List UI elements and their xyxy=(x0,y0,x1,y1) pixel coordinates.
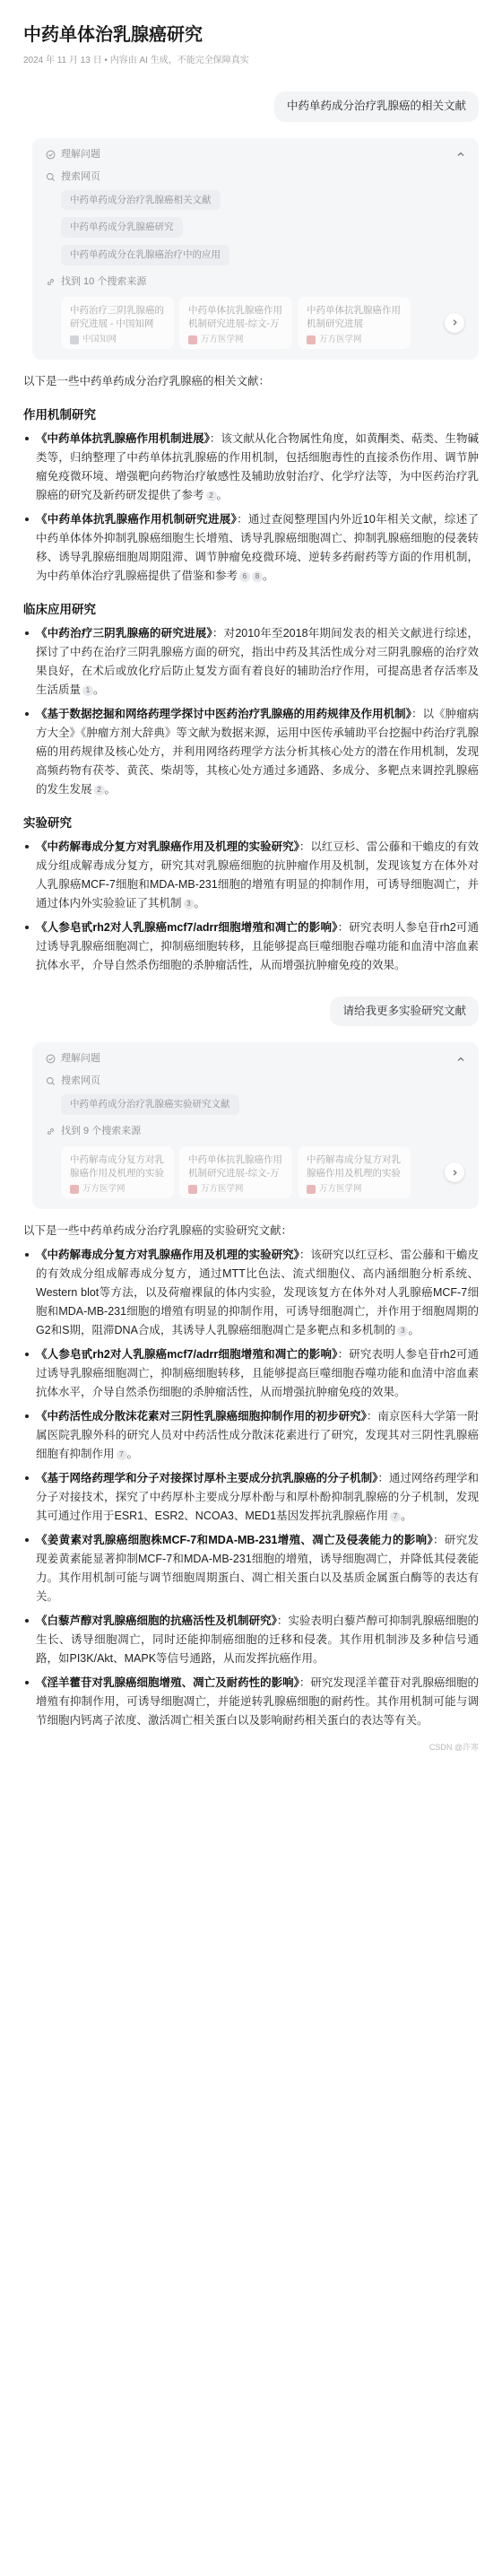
item-title: 《中药单体抗乳腺癌作用机制进展》 xyxy=(36,431,210,445)
link-icon xyxy=(45,276,56,287)
source-card[interactable] xyxy=(298,297,411,349)
item-title: 《人参皂甙rh2对人乳腺癌mcf7/adrr细胞增殖和凋亡的影响》 xyxy=(36,1348,338,1362)
chevron-up-icon[interactable] xyxy=(455,149,466,160)
item-text: ：通过查阅整理国内外近10年相关文献，综述了中药单体体外抑制乳腺癌细胞生长增殖、诱导乳腺癌细胞凋亡、抑制乳腺癌细胞的侵袭转移、诱导乳腺癌细胞周期阻滞、调节肿瘤免疫微环境、逆转多药耐药等方面的作用机制，为中药单体治疗乳腺癌提供了借鉴和参考 xyxy=(36,512,479,582)
source-card[interactable] xyxy=(298,1146,411,1198)
citation-badge[interactable]: 3 xyxy=(397,1326,408,1336)
search-card-header-label: 理解问题 xyxy=(61,148,100,160)
item-text: ：以《肿瘤病方大全》《肿瘤方剂大辞典》等文献为数据来源，运用中医传承辅助平台挖掘中药治疗乳腺癌的用药规律及核心处方，并利用网络药理学方法分析其核心处方的潜在作用机制，发现高频药物有茯苓、黄芪、柴胡等，其核心处方通过多通路、多成分、多靶点来调控乳腺癌的发生发展 xyxy=(36,707,479,796)
item-title: 《中药解毒成分复方对乳腺癌作用及机理的实验研究》 xyxy=(36,1249,299,1262)
item-text: ：对2010年至2018年期间发表的相关文献进行综述，探讨了中药在治疗三阴乳腺癌方面的研究，指出中药及其活性成分对三阴乳腺癌的治疗效果良好，在术后或放化疗后防止复发方面有着良好的辅助治疗作用，可提高患者存活率及生活质量 xyxy=(36,626,479,696)
source-title: 中药解毒成分复方对乳腺癌作用及机理的实验 xyxy=(70,1154,164,1179)
citation-badge[interactable]: 7 xyxy=(117,1449,127,1460)
item-title: 《基于网络药理学和分子对接探讨厚朴主要成分抗乳腺癌的分子机制》 xyxy=(36,1472,378,1485)
source-title: 中药治疗三阴乳腺癌的研究进展 - 中国知网 xyxy=(70,304,164,330)
section-heading: 实验研究 xyxy=(23,815,72,830)
search-process-card xyxy=(32,1042,479,1209)
search-card-header[interactable] xyxy=(45,149,466,161)
search-queries xyxy=(45,1087,466,1115)
search-web-row xyxy=(45,171,466,183)
item-title: 《姜黄素对乳腺癌细胞株MCF-7和MDA-MB-231增殖、凋亡及侵袭能力的影响》 xyxy=(36,1534,434,1547)
item-title: 《基于数据挖掘和网络药理学探讨中医药治疗乳腺癌的用药规律及作用机制》 xyxy=(36,707,411,720)
source-site xyxy=(307,335,402,344)
answer-intro: 以下是一些中药单药成分治疗乳腺癌的相关文献： xyxy=(23,374,271,387)
source-site-name: 万方医学网 xyxy=(82,1184,126,1195)
citation-badge[interactable]: 3 xyxy=(184,899,195,909)
literature-item: 《中药活性成分散沫花素对三阴性乳腺癌细胞抑制作用的初步研究》：南京医科大学第一附属医院乳腺外科的研究人员对中药活性成分散沫花素进行了研究，发现其对三阴性乳腺癌细胞有抑制作用 7 。 xyxy=(23,1407,479,1464)
item-text: ：该研究以红豆杉、雷公藤和干蟾皮的有效成分组成解毒成分复方，通过MTT比色法、流式细胞仪、高内涵细胞分析系统、Western blot等方法，以及荷瘤裸鼠的体内实验，发现该复方在体外对人乳腺癌MCF-7细胞和MDA-MB-231细胞的增殖有明显的抑制作用，可诱导细胞凋亡，并作用于细胞周期的G2和S期，阻滞DNA合成，其诱导人乳腺癌细胞凋亡是多靶点和多机制的 xyxy=(36,1249,479,1337)
search-icon xyxy=(45,1076,56,1087)
search-web-label: 搜索网页 xyxy=(61,1075,100,1087)
page-title: 中药单体治乳腺癌研究 xyxy=(23,25,203,45)
item-text: ：该文献从化合物属性角度，如黄酮类、萜类、生物碱类等，归纳整理了中药单体抗乳腺癌的作用机制，包括细胞毒性的直接杀伤作用、调节肿瘤免疫微环境、增强靶向药物治疗敏感性及辅助放射治疗、化学疗法等，为中医药治疗乳腺癌的研究及新药研发提供了参考 xyxy=(36,431,479,501)
literature-item xyxy=(23,1531,479,1606)
source-site xyxy=(70,335,165,344)
source-site xyxy=(188,335,283,344)
link-icon xyxy=(45,1127,56,1137)
source-site-name: 中国知网 xyxy=(82,334,117,344)
item-title: 《淫羊藿苷对乳腺癌细胞增殖、凋亡及耐药性的影响》 xyxy=(36,1676,299,1690)
answer-intro: 以下是一些中药单药成分治疗乳腺癌的实验研究文献： xyxy=(23,1224,293,1238)
source-site xyxy=(307,1184,402,1194)
search-query-chip: 中药单药成分在乳腺癌治疗中的应用 xyxy=(61,245,229,265)
literature-list xyxy=(23,838,479,975)
source-site xyxy=(188,1184,283,1194)
next-sources-button[interactable] xyxy=(445,313,464,333)
understand-icon xyxy=(45,149,56,160)
sources-found-row xyxy=(45,276,466,288)
literature-item: 《基于网络药理学和分子对接探讨厚朴主要成分抗乳腺癌的分子机制》：通过网络药理学和分子对接技术，探究了中药厚朴主要成分厚朴酚与和厚朴酚抑制乳腺癌的分子机制，发现其可通过作用于ESR1、ESR2、NCOA3、MED1基因发挥抗乳腺癌作用 7 。 xyxy=(23,1469,479,1526)
item-text: ：研究发现淫羊藿苷对乳腺癌细胞的增殖有抑制作用，可诱导细胞凋亡，并能逆转乳腺癌细胞的耐药性。其作用机制可能与调节细胞内钙离子浓度、激活凋亡相关蛋白以及影响耐药相关蛋白的表达等有关。 xyxy=(36,1676,479,1727)
site-favicon-icon xyxy=(70,335,79,344)
citation-badge[interactable]: 6 xyxy=(239,571,250,582)
citation-badge[interactable]: 7 xyxy=(390,1511,401,1522)
item-text: ：以红豆杉、雷公藤和干蟾皮的有效成分组成解毒成分复方，研究其对乳腺癌细胞的抗肿瘤作用及机制，发现该复方在体外对人乳腺癌MCF-7细胞和MDA-MB-231细胞的增殖有明显的抑制作用，可诱导细胞凋亡，并通过体内外实验验证了其机制 xyxy=(36,840,479,909)
search-queries xyxy=(45,183,466,265)
literature-item: 《中药解毒成分复方对乳腺癌作用及机理的实验研究》：该研究以红豆杉、雷公藤和干蟾皮的有效成分组成解毒成分复方，通过MTT比色法、流式细胞仪、高内涵细胞分析系统、Western blot等方法，以及荷瘤裸鼠的体内实验，发现该复方在体外对人乳腺癌MCF-7细胞和MDA-MB-231细胞的增殖有明显的抑制作用，可诱导细胞凋亡，并作用于细胞周期的G2和S期，阻滞DNA合成，其诱导人乳腺癌细胞凋亡是多靶点和多机制的 3 。 xyxy=(23,1246,479,1340)
item-text: ：研究发现姜黄素能显著抑制MCF-7和MDA-MB-231细胞的增殖，诱导细胞凋亡，并降低其侵袭能力。其作用机制可能与调节细胞周期蛋白、凋亡相关蛋白以及基质金属蛋白酶等的表达有关。 xyxy=(36,1534,479,1604)
literature-item: 《人参皂甙rh2对人乳腺癌mcf7/adrr细胞增殖和凋亡的影响》：研究表明人参皂苷rh2可通过诱导乳腺癌细胞凋亡，抑制癌细胞转移，且能够提高巨噬细胞吞噬功能和血清中溶血素抗体水平，介导自然杀伤细胞的杀肿瘤活性，从而增强抗肿瘤免疫的效果。 xyxy=(23,1345,479,1402)
understand-icon xyxy=(45,1054,56,1065)
site-favicon-icon xyxy=(70,1185,79,1194)
section-heading: 作用机制研究 xyxy=(23,407,96,422)
search-process-card xyxy=(32,138,479,360)
literature-item: 《基于数据挖掘和网络药理学探讨中医药治疗乳腺癌的用药规律及作用机制》：以《肿瘤病方大全》《肿瘤方剂大辞典》等文献为数据来源，运用中医传承辅助平台挖掘中药治疗乳腺癌的用药规律及核心处方，并利用网络药理学方法分析其核心处方的潜在作用机制，发现高频药物有茯苓、黄芪、柴胡等，其核心处方通过多通路、多成分、多靶点来调控乳腺癌的发生发展 2 。 xyxy=(23,705,479,799)
item-text: ：研究表明人参皂苷rh2可通过诱导乳腺癌细胞凋亡，抑制癌细胞转移，且能够提高巨噬细胞吞噬功能和血清中溶血素抗体水平，介导自然杀伤细胞的杀肿瘤活性，从而增强抗肿瘤免疫的效果 xyxy=(36,1348,479,1399)
item-text: ：南京医科大学第一附属医院乳腺外科的研究人员对中药活性成分散沫花素进行了研究，发现其对三阴性乳腺癌细胞有抑制作用 xyxy=(36,1410,479,1461)
search-card-header-label: 理解问题 xyxy=(61,1053,100,1065)
site-favicon-icon xyxy=(188,1185,197,1194)
site-favicon-icon xyxy=(188,335,197,344)
item-text: ：通过网络药理学和分子对接技术，探究了中药厚朴主要成分厚朴酚与和厚朴酚抑制乳腺癌的分子机制，发现其可通过作用于ESR1、ESR2、NCOA3、MED1基因发挥抗乳腺癌作用 xyxy=(36,1472,479,1523)
item-text: ：研究表明人参皂苷rh2可通过诱导乳腺癌细胞凋亡，抑制癌细胞转移，且能够提高巨噬细胞吞噬功能和血清中溶血素抗体水平，介导自然杀伤细胞的杀肿瘤活性，从而增强抗肿瘤免疫的效果 xyxy=(36,920,479,971)
literature-item: 《中药单体抗乳腺癌作用机制研究进展》：通过查阅整理国内外近10年相关文献，综述了中药单体体外抑制乳腺癌细胞生长增殖、诱导乳腺癌细胞凋亡、抑制乳腺癌细胞的侵袭转移、诱导乳腺癌细胞周期阻滞、调节肿瘤免疫微环境、逆转多药耐药等方面的作用机制，为中药单体治疗乳腺癌提供了借鉴和参考 6 8 。 xyxy=(23,510,479,586)
source-title: 中药解毒成分复方对乳腺癌作用及机理的实验 xyxy=(307,1154,401,1179)
citation-badge[interactable]: 2 xyxy=(206,491,217,501)
chevron-right-icon xyxy=(449,1167,460,1178)
search-web-label: 搜索网页 xyxy=(61,170,100,182)
literature-item: 《人参皂甙rh2对人乳腺癌mcf7/adrr细胞增殖和凋亡的影响》：研究表明人参皂苷rh2可通过诱导乳腺癌细胞凋亡，抑制癌细胞转移，且能够提高巨噬细胞吞噬功能和血清中溶血素抗体水平，介导自然杀伤细胞的杀肿瘤活性，从而增强抗肿瘤免疫的效果。 xyxy=(23,918,479,975)
chevron-up-icon[interactable] xyxy=(455,1054,466,1065)
citation-badge[interactable]: 1 xyxy=(82,685,93,696)
source-site-name: 万方医学网 xyxy=(201,1184,244,1195)
source-title: 中药单体抗乳腺癌作用机制研究进展 xyxy=(307,304,401,330)
source-site xyxy=(70,1184,165,1194)
user-message-row xyxy=(23,996,479,1027)
literature-list xyxy=(23,1246,479,1730)
literature-item: 《中药单体抗乳腺癌作用机制进展》：该文献从化合物属性角度，如黄酮类、萜类、生物碱类等，归纳整理了中药单体抗乳腺癌的作用机制，包括细胞毒性的直接杀伤作用、调节肿瘤免疫微环境、增强靶向药物治疗敏感性及辅助放射治疗、化学疗法等，为中医药治疗乳腺癌的研究及新药研发提供了参考 2 。 xyxy=(23,430,479,505)
literature-list xyxy=(23,624,479,799)
sources-found-label: 找到 10 个搜索来源 xyxy=(61,275,147,287)
site-favicon-icon xyxy=(307,335,316,344)
source-site-name: 万方医学网 xyxy=(201,334,244,344)
source-cards xyxy=(61,297,466,349)
citation-badge[interactable]: 8 xyxy=(252,571,263,582)
source-cards xyxy=(61,1146,466,1198)
source-title: 中药单体抗乳腺癌作用机制研究进展-综文-万 xyxy=(188,304,282,330)
source-site-name: 万方医学网 xyxy=(319,1184,362,1195)
chevron-right-icon xyxy=(449,318,460,328)
item-title: 《人参皂甙rh2对人乳腺癌mcf7/adrr细胞增殖和凋亡的影响》 xyxy=(36,920,338,934)
literature-item: 《中药治疗三阴乳腺癌的研究进展》：对2010年至2018年期间发表的相关文献进行综述，探讨了中药在治疗三阴乳腺癌方面的研究，指出中药及其活性成分对三阴乳腺癌的治疗效果良好，在术后或放化疗后防止复发方面有着良好的辅助治疗作用，可提高患者存活率及生活质量 1 。 xyxy=(23,624,479,700)
item-title: 《中药解毒成分复方对乳腺癌作用及机理的实验研究》 xyxy=(36,840,299,853)
next-sources-button[interactable] xyxy=(445,1162,464,1182)
user-message: 中药单药成分治疗乳腺癌的相关文献 xyxy=(274,91,479,122)
site-favicon-icon xyxy=(307,1185,316,1194)
literature-item: 《中药解毒成分复方对乳腺癌作用及机理的实验研究》：以红豆杉、雷公藤和干蟾皮的有效成分组成解毒成分复方，研究其对乳腺癌细胞的抗肿瘤作用及机制，发现该复方在体外对人乳腺癌MCF-7细胞和MDA-MB-231细胞的增殖有明显的抑制作用，可诱导细胞凋亡，并通过体内外实验验证了其机制 3 。 xyxy=(23,838,479,913)
source-site-name: 万方医学网 xyxy=(319,334,362,344)
source-title: 中药单体抗乳腺癌作用机制研究进展-综文-万 xyxy=(188,1154,282,1179)
source-card[interactable] xyxy=(179,1146,292,1198)
source-card[interactable] xyxy=(61,1146,174,1198)
source-card[interactable] xyxy=(61,297,174,349)
item-title: 《中药单体抗乳腺癌作用机制研究进展》 xyxy=(36,512,238,526)
section-heading: 临床应用研究 xyxy=(23,602,96,616)
search-query-chip: 中药单药成分治疗乳腺癌实验研究文献 xyxy=(61,1094,239,1115)
search-card-header[interactable] xyxy=(45,1053,466,1065)
citation-badge[interactable]: 2 xyxy=(94,785,105,796)
search-query-chip: 中药单药成分治疗乳腺癌相关文献 xyxy=(61,190,221,211)
sources-found-label: 找到 9 个搜索来源 xyxy=(61,1125,142,1136)
literature-list xyxy=(23,430,479,586)
search-icon xyxy=(45,171,56,182)
item-title: 《中药活性成分散沫花素对三阴性乳腺癌细胞抑制作用的初步研究》 xyxy=(36,1410,367,1423)
search-query-chip: 中药单药成分乳腺癌研究 xyxy=(61,217,183,238)
user-message: 请给我更多实验研究文献 xyxy=(330,996,479,1027)
watermark: CSDN @许寒 xyxy=(428,1743,479,1753)
sources-found-row xyxy=(45,1126,466,1137)
source-card[interactable] xyxy=(179,297,292,349)
user-message-row xyxy=(23,91,479,122)
item-title: 《中药治疗三阴乳腺癌的研究进展》 xyxy=(36,626,212,640)
literature-item xyxy=(23,1612,479,1668)
search-web-row xyxy=(45,1075,466,1087)
item-text: ：实验表明白藜芦醇可抑制乳腺癌细胞的生长、诱导细胞凋亡，同时还能抑制癌细胞的迁移和侵袭。其作用机制涉及多种信号通路，如PI3K/Akt、MAPK等信号通路，从而发挥抗癌作用。 xyxy=(36,1614,479,1666)
literature-item xyxy=(23,1674,479,1730)
page-meta: 2024 年 11 月 13 日 • 内容由 AI 生成，不能完全保障真实 xyxy=(23,56,249,65)
item-title: 《白藜芦醇对乳腺癌细胞的抗癌活性及机制研究》 xyxy=(36,1614,277,1628)
